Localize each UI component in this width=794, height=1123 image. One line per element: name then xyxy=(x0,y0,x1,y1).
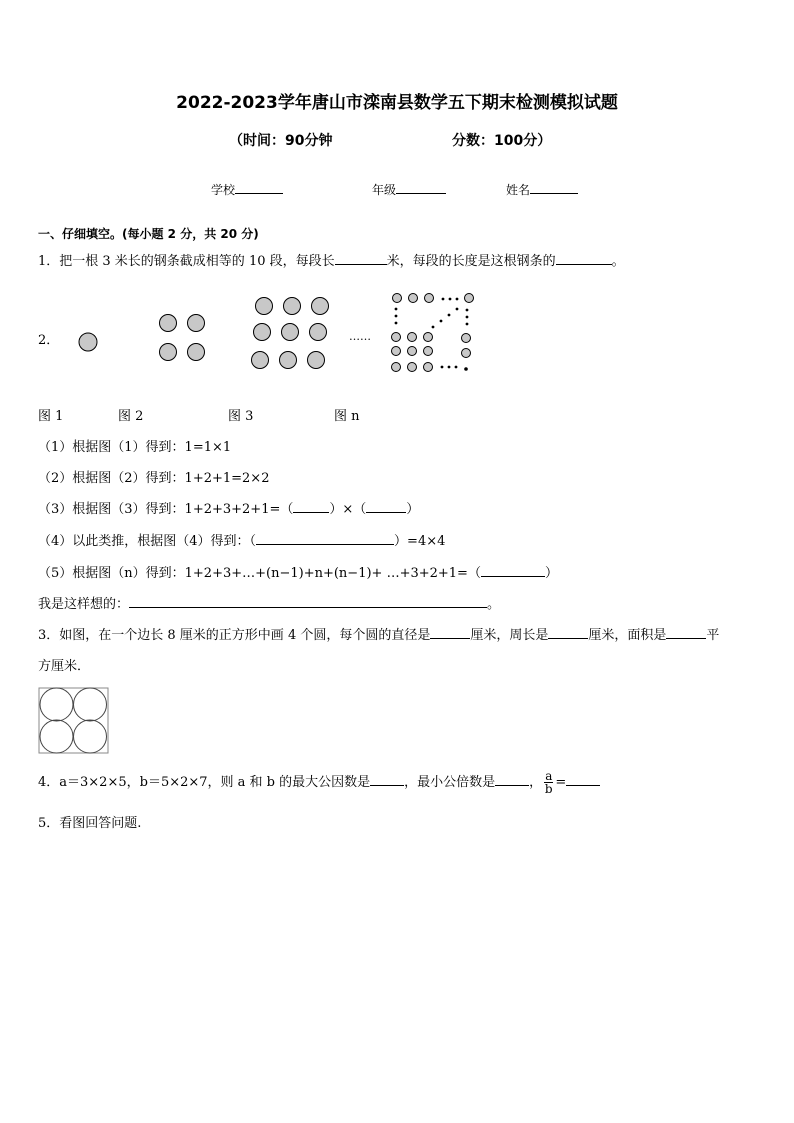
q2-l5-text-a: （5）根据图（n）得到：1+2+3+…+(n−1)+n+(n−1)+ …+3+2+1=（ xyxy=(38,566,481,581)
dot-pattern-figures xyxy=(0,285,794,385)
q1-text-c: 。 xyxy=(611,254,625,269)
q2-l3-text-c: ） xyxy=(406,502,420,517)
dot xyxy=(308,352,325,369)
dot xyxy=(462,334,471,343)
dot xyxy=(282,324,299,341)
q2-think-label: 我是这样想的： xyxy=(38,597,130,612)
q2-line-5 xyxy=(38,562,558,581)
fraction-denominator: b xyxy=(544,782,553,796)
q3-text-a: 3．如图，在一个边长 8 厘米的正方形中画 4 个圆，每个圆的直径是 xyxy=(38,628,431,643)
q2-think-end: 。 xyxy=(487,597,501,612)
dot xyxy=(424,347,433,356)
figure-label: 图 1 xyxy=(38,409,64,424)
q3-blank-1[interactable] xyxy=(430,626,470,639)
q1-text-b: 米，每段的长度是这根钢条的 xyxy=(386,254,556,269)
q2-l3-blank-2[interactable] xyxy=(366,500,406,513)
dot xyxy=(252,352,269,369)
exam-score: 分数：100分） xyxy=(452,133,552,149)
four-circles-square-figure xyxy=(38,687,110,755)
dot xyxy=(254,324,271,341)
fraction-numerator: a xyxy=(545,769,553,783)
q2-l4-text-a: （4）以此类推，根据图（4）得到：（ xyxy=(38,534,257,549)
q4-text-c: ， xyxy=(529,775,543,790)
q2-l5-blank[interactable] xyxy=(481,564,545,577)
school-blank[interactable] xyxy=(235,181,283,194)
name-blank[interactable] xyxy=(530,181,578,194)
dot xyxy=(280,352,297,369)
q2-number: 2． xyxy=(38,333,60,348)
dot xyxy=(79,333,97,351)
continuation-dots: …… xyxy=(349,330,371,343)
dot xyxy=(465,294,474,303)
q2-line-2: （2）根据图（2）得到：1+2+1=2×2 xyxy=(38,471,270,486)
q2-line-3 xyxy=(38,498,419,517)
question-4 xyxy=(38,770,600,795)
question-3 xyxy=(38,624,719,643)
q3-line-2: 方厘米． xyxy=(38,659,91,674)
dot xyxy=(392,347,401,356)
q2-line-1: （1）根据图（1）得到：1=1×1 xyxy=(38,440,232,455)
grade-label: 年级 xyxy=(372,183,397,197)
figure-label: 图 3 xyxy=(228,409,254,424)
q2-l3-blank-1[interactable] xyxy=(293,500,329,513)
dot xyxy=(393,294,402,303)
name-label: 姓名 xyxy=(506,183,531,197)
dot xyxy=(392,333,401,342)
q2-l4-blank[interactable] xyxy=(256,532,394,545)
dot xyxy=(408,333,417,342)
dot xyxy=(284,298,301,315)
school-label: 学校 xyxy=(211,183,236,197)
dot xyxy=(462,349,471,358)
dot xyxy=(409,294,418,303)
grade-field xyxy=(372,181,446,198)
q4-text-d: = xyxy=(555,775,567,790)
question-1 xyxy=(38,250,625,269)
q3-blank-3[interactable] xyxy=(666,626,706,639)
q4-blank-2[interactable] xyxy=(495,773,529,786)
q1-blank-1[interactable] xyxy=(335,252,387,265)
figure-label: 图 2 xyxy=(118,409,144,424)
q4-blank-1[interactable] xyxy=(370,773,404,786)
dot xyxy=(424,333,433,342)
dot xyxy=(160,315,177,332)
q2-l4-text-b: ）=4×4 xyxy=(394,534,446,549)
q2-l5-text-b: ） xyxy=(544,566,558,581)
q4-blank-3[interactable] xyxy=(566,773,600,786)
grade-blank[interactable] xyxy=(396,181,446,194)
dot xyxy=(408,347,417,356)
question-5: 5．看图回答问题. xyxy=(38,816,142,831)
q4-text-a: 4．a＝3×2×5，b＝5×2×7，则 a 和 b 的最大公因数是 xyxy=(38,775,371,790)
q1-blank-2[interactable] xyxy=(556,252,612,265)
dot xyxy=(408,363,417,372)
section-heading: 一、仔细填空。(每小题 2 分，共 20 分) xyxy=(38,227,259,241)
q2-l3-text-b: ）×（ xyxy=(329,502,367,517)
q3-text-b: 厘米，周长是 xyxy=(470,628,549,643)
q3-text-c: 厘米，面积是 xyxy=(588,628,667,643)
q2-think-blank[interactable] xyxy=(129,595,487,608)
q2-l3-text-a: （3）根据图（3）得到：1+2+3+2+1=（ xyxy=(38,502,294,517)
dot xyxy=(424,363,433,372)
q4-text-b: ，最小公倍数是 xyxy=(404,775,496,790)
dot xyxy=(256,298,273,315)
page-title: 2022-2023学年唐山市滦南县数学五下期末检测模拟试题 xyxy=(176,93,618,113)
q2-line-4 xyxy=(38,530,445,549)
dot xyxy=(188,344,205,361)
dot xyxy=(188,315,205,332)
q3-blank-2[interactable] xyxy=(548,626,588,639)
dot xyxy=(312,298,329,315)
q3-text-d: 平 xyxy=(706,628,720,643)
fraction-a-over-b xyxy=(544,770,553,795)
dot xyxy=(160,344,177,361)
name-field xyxy=(506,181,578,198)
dot xyxy=(425,294,434,303)
dot xyxy=(310,324,327,341)
q1-text-a: 1．把一根 3 米长的钢条截成相等的 10 段，每段长 xyxy=(38,254,335,269)
school-field xyxy=(211,181,283,198)
q2-think-line xyxy=(38,593,500,612)
figure-label: 图 n xyxy=(334,409,360,424)
exam-time: （时间：90分钟 xyxy=(229,133,333,149)
dot xyxy=(392,363,401,372)
